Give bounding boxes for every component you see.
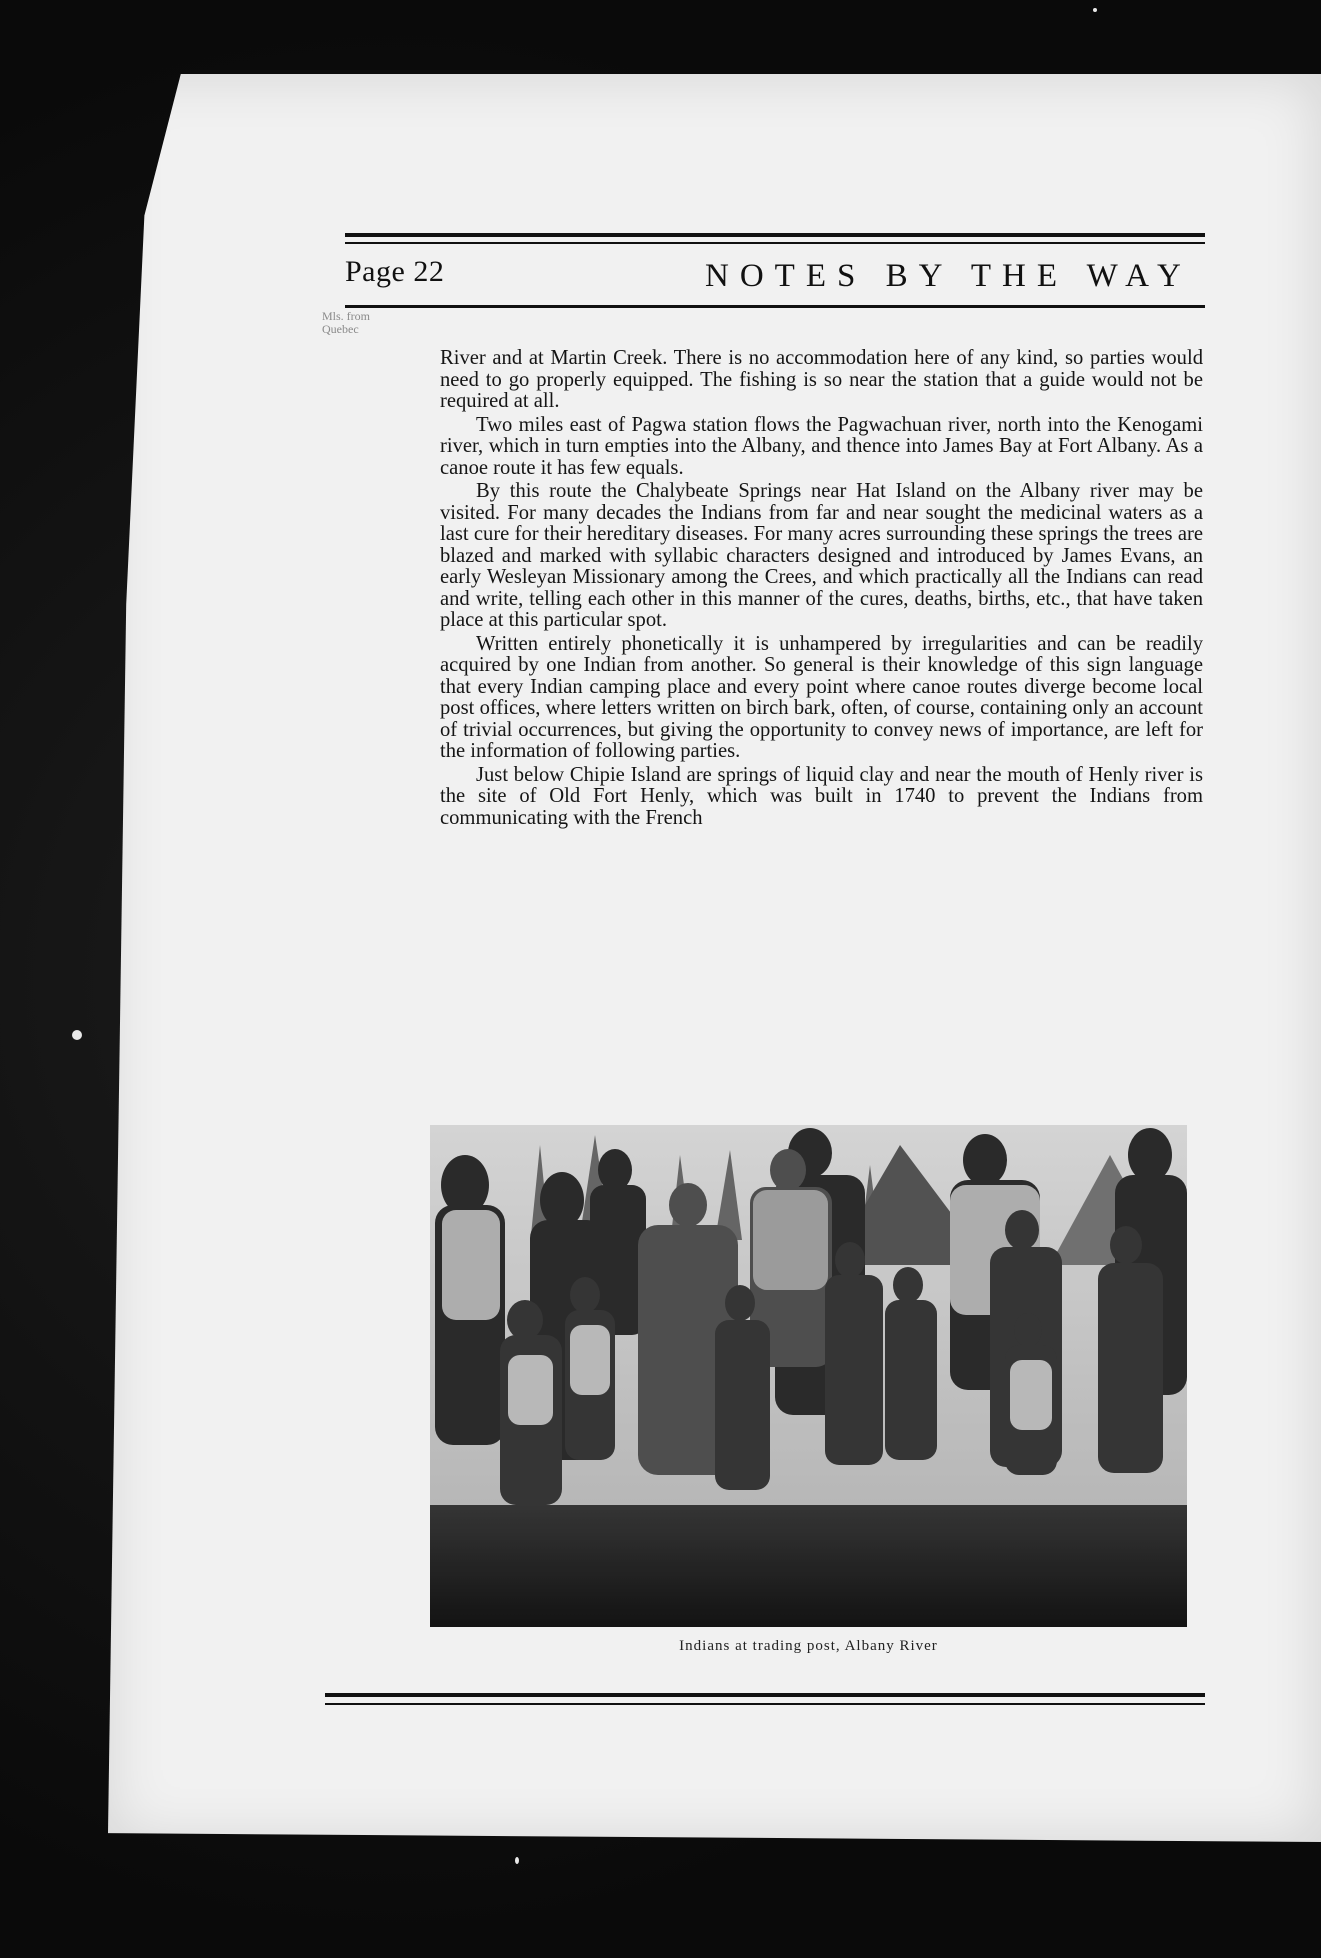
header-rule (345, 242, 1205, 244)
page-number: Page 22 (345, 255, 445, 288)
dust-speck (515, 1857, 519, 1864)
body-text (440, 348, 1203, 831)
paragraph: Written entirely phonetically it is unhampered by irregularities and can be readily acquired by one Indian from another. So general is their knowledge of this sign language that every Indian camping place and every point where canoe routes diverge become local post offices, where letters written on birch bark, often, of course, containing only an account of trivial occurrences, but giving the opportunity to convey news of importance, are left for the information of following parties. (440, 632, 1203, 762)
margin-note-line: Quebec (322, 322, 359, 336)
footer-rule (325, 1703, 1205, 1705)
photograph-image (430, 1125, 1187, 1627)
paragraph: By this route the Chalybeate Springs near Hat Island on the Albany river may be visited. For many decades the Indians from far and near sought the medicinal waters as a last cure for their hereditary diseases. For many acres surrounding these springs the trees are blazed and marked with syllabic characters designed and introduced by James Evans, an early Wesleyan Missionary among the Crees, and which practically all the Indians can read and write, telling each other in this manner of the cures, deaths, births, etc., that have taken place at this particular spot. (440, 480, 1203, 631)
photo-caption: Indians at trading post, Albany River (679, 1638, 938, 1654)
dust-speck (72, 1030, 82, 1040)
header-rule (345, 305, 1205, 308)
paragraph: River and at Martin Creek. There is no accommodation here of any kind, so parties would need to go properly equipped. The fishing is so near the station that a guide would not be required at all. (440, 347, 1203, 412)
margin-note-line: Mls. from (322, 309, 370, 323)
margin-note (322, 310, 402, 336)
footer-rule (325, 1693, 1205, 1697)
dust-speck (1093, 8, 1097, 12)
paragraph: Just below Chipie Island are springs of liquid clay and near the mouth of Henly river is the site of Old Fort Henly, which was built in 1740 to prevent the Indians from communicating with the French (440, 763, 1203, 829)
header-rule (345, 233, 1205, 237)
group-photograph (430, 1125, 1187, 1627)
running-title: NOTES BY THE WAY (705, 258, 1192, 294)
paragraph: Two miles east of Pagwa station flows the Pagwachuan river, north into the Kenogami river, which in turn empties into the Albany, and thence into James Bay at Fort Albany. As a canoe route it has few equals. (440, 413, 1203, 479)
